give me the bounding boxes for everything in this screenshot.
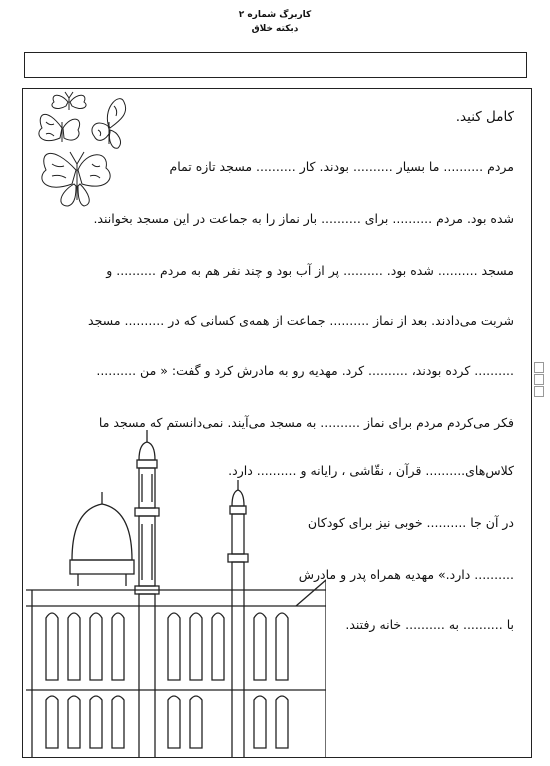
butterfly-large-icon (42, 152, 110, 206)
sentence-line-2: شده بود. مردم .......... برای .......... بار نماز را به جماعت در این مسجد بخوانند. (93, 211, 514, 226)
sentence-line-8: در آن جا .......... خوبی نیز برای کودکان (307, 515, 514, 530)
butterfly-left-icon (39, 114, 80, 142)
side-marks (534, 362, 544, 398)
side-mark (534, 374, 544, 385)
worksheet-subtitle: دبکته خلاق (251, 24, 299, 34)
side-mark (534, 386, 544, 397)
instruction-text: کامل کنید. (455, 109, 514, 125)
worksheet-title: کاربرگ شماره ۲ (238, 10, 312, 20)
butterfly-small-icon (52, 92, 86, 110)
building (26, 580, 326, 758)
sentence-line-10: با .......... به .......... خانه رفتند. (345, 617, 514, 632)
minaret-right (228, 480, 248, 758)
sentence-line-1: مردم .......... ما بسیار .......... بودند. کار .......... مسجد تازه تمام (169, 159, 514, 174)
sentence-line-9: .......... دارد.» مهدیه همراه پدر و مادرش (298, 567, 514, 582)
sentence-line-4: شربت می‌دادند. بعد از نماز .......... جماعت از همه‌ی کسانی که در .......... مسجد (88, 313, 514, 328)
minaret-left (135, 430, 159, 758)
dome (70, 492, 134, 586)
sentence-line-7: کلاس‌های.......... قرآن ، نقّاشی ، رایانه و .......... دارد. (228, 463, 514, 478)
sentence-line-3: مسجد .......... شده بود. .......... پر از آب بود و چند نفر هم به مردم .......... و (106, 263, 514, 278)
worksheet-header (0, 8, 550, 36)
side-mark (534, 362, 544, 373)
sentence-line-6: فکر می‌کردم مردم برای نماز .......... به مسجد می‌آیند. نمی‌دانستم که مسجد ما (98, 415, 514, 430)
butterfly-right-icon (92, 99, 126, 149)
name-field-box[interactable] (24, 52, 527, 78)
sentence-line-5: .......... کرده بودند، .......... کرد. مهدیه رو به مادرش کرد و گفت: « من .......... (96, 363, 514, 378)
butterflies-illustration (32, 88, 132, 210)
